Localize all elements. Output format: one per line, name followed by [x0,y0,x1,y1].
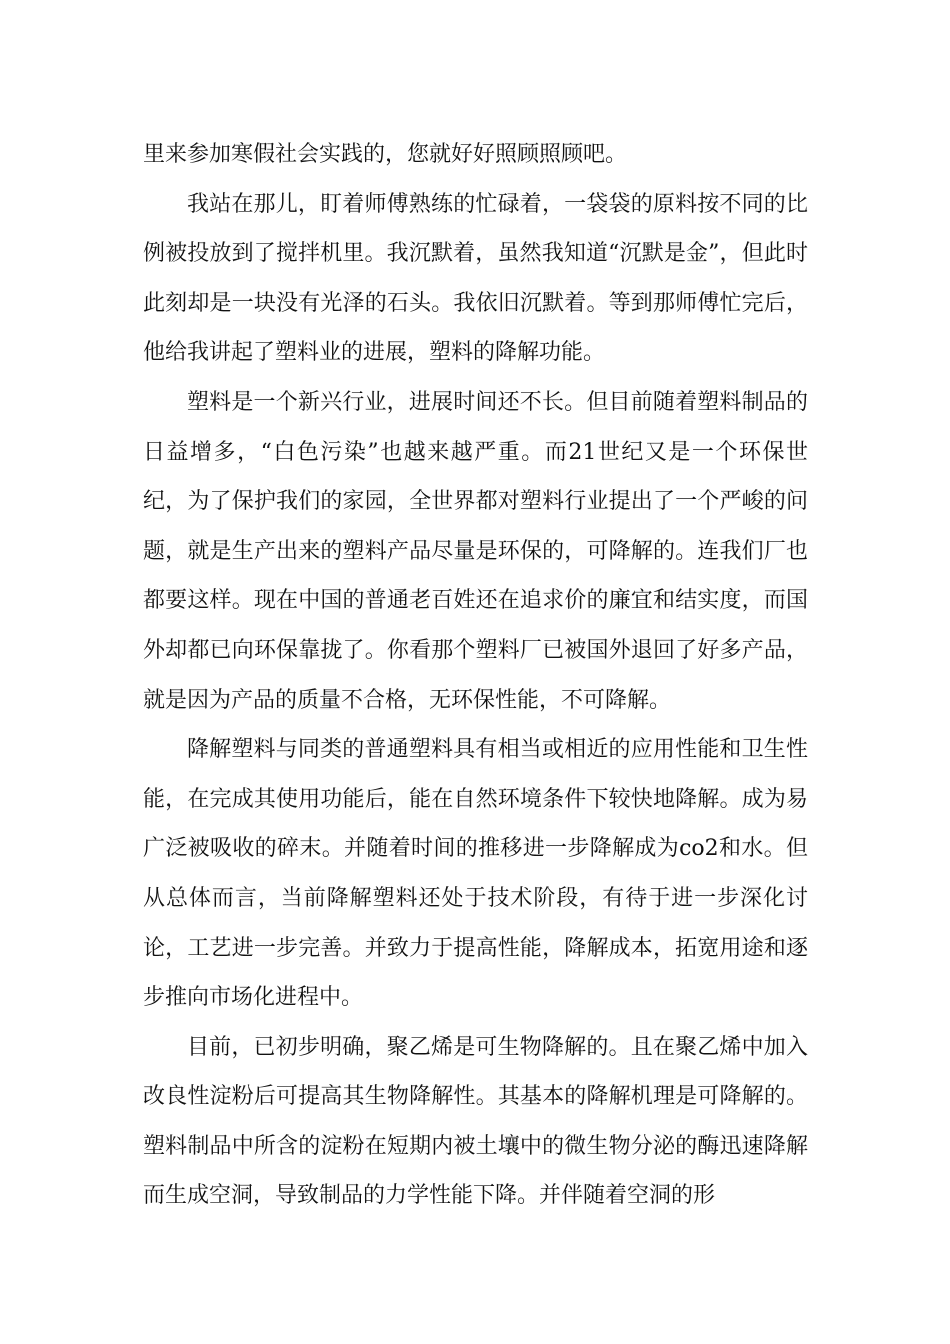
paragraph-continuation: 里来参加寒假社会实践的，您就好好照顾照顾吧。 [143,142,628,167]
paragraph-master-at-work: 我站在那儿，盯着师傅熟练的忙碌着，一袋袋的原料按不同的比例被投放到了搅拌机里。我沉默着，虽然我知道“沉默是金”，但此时此刻却是一块没有光泽的石头。我依旧沉默着。等到那师傅忙完后，他给我讲起了塑料业的进展，塑料的降解功能。 [143,191,808,366]
paragraph-degradable-plastics: 降解塑料与同类的普通塑料具有相当或相近的应用性能和卫生性能，在完成其使用功能后，能在自然环境条件下较快地降解。成为易广泛被吸收的碎末。并随着时间的推移进一步降解成为co2和水。但从总体而言，当前降解塑料还处于技术阶段，有待于进一步深化讨论，工艺进一步完善。并致力于提高性能，降解成本，拓宽用途和逐步推向市场化进程中。 [143,737,808,1011]
document-body [143,130,808,1221]
paragraph-plastic-industry: 塑料是一个新兴行业，进展时间还不长。但目前随着塑料制品的日益增多，“白色污染”也越来越严重。而21世纪又是一个环保世纪，为了保护我们的家园，全世界都对塑料行业提出了一个严峻的问题，就是生产出来的塑料产品尽量是环保的，可降解的。连我们厂也都要这样。现在中国的普通老百姓还在追求价的廉宜和结实度，而国外却都已向环保靠拢了。你看那个塑料厂已被国外退回了好多产品，就是因为产品的质量不合格，无环保性能，不可降解。 [143,389,808,713]
paragraph-polyethylene-degradation: 目前，已初步明确，聚乙烯是可生物降解的。且在聚乙烯中加入改良性淀粉后可提高其生物降解性。其基本的降解机理是可降解的。塑料制品中所含的淀粉在短期内被土壤中的微生物分泌的酶迅速降解而生成空洞，导致制品的力学性能下降。并伴随着空洞的形 [143,1034,808,1209]
